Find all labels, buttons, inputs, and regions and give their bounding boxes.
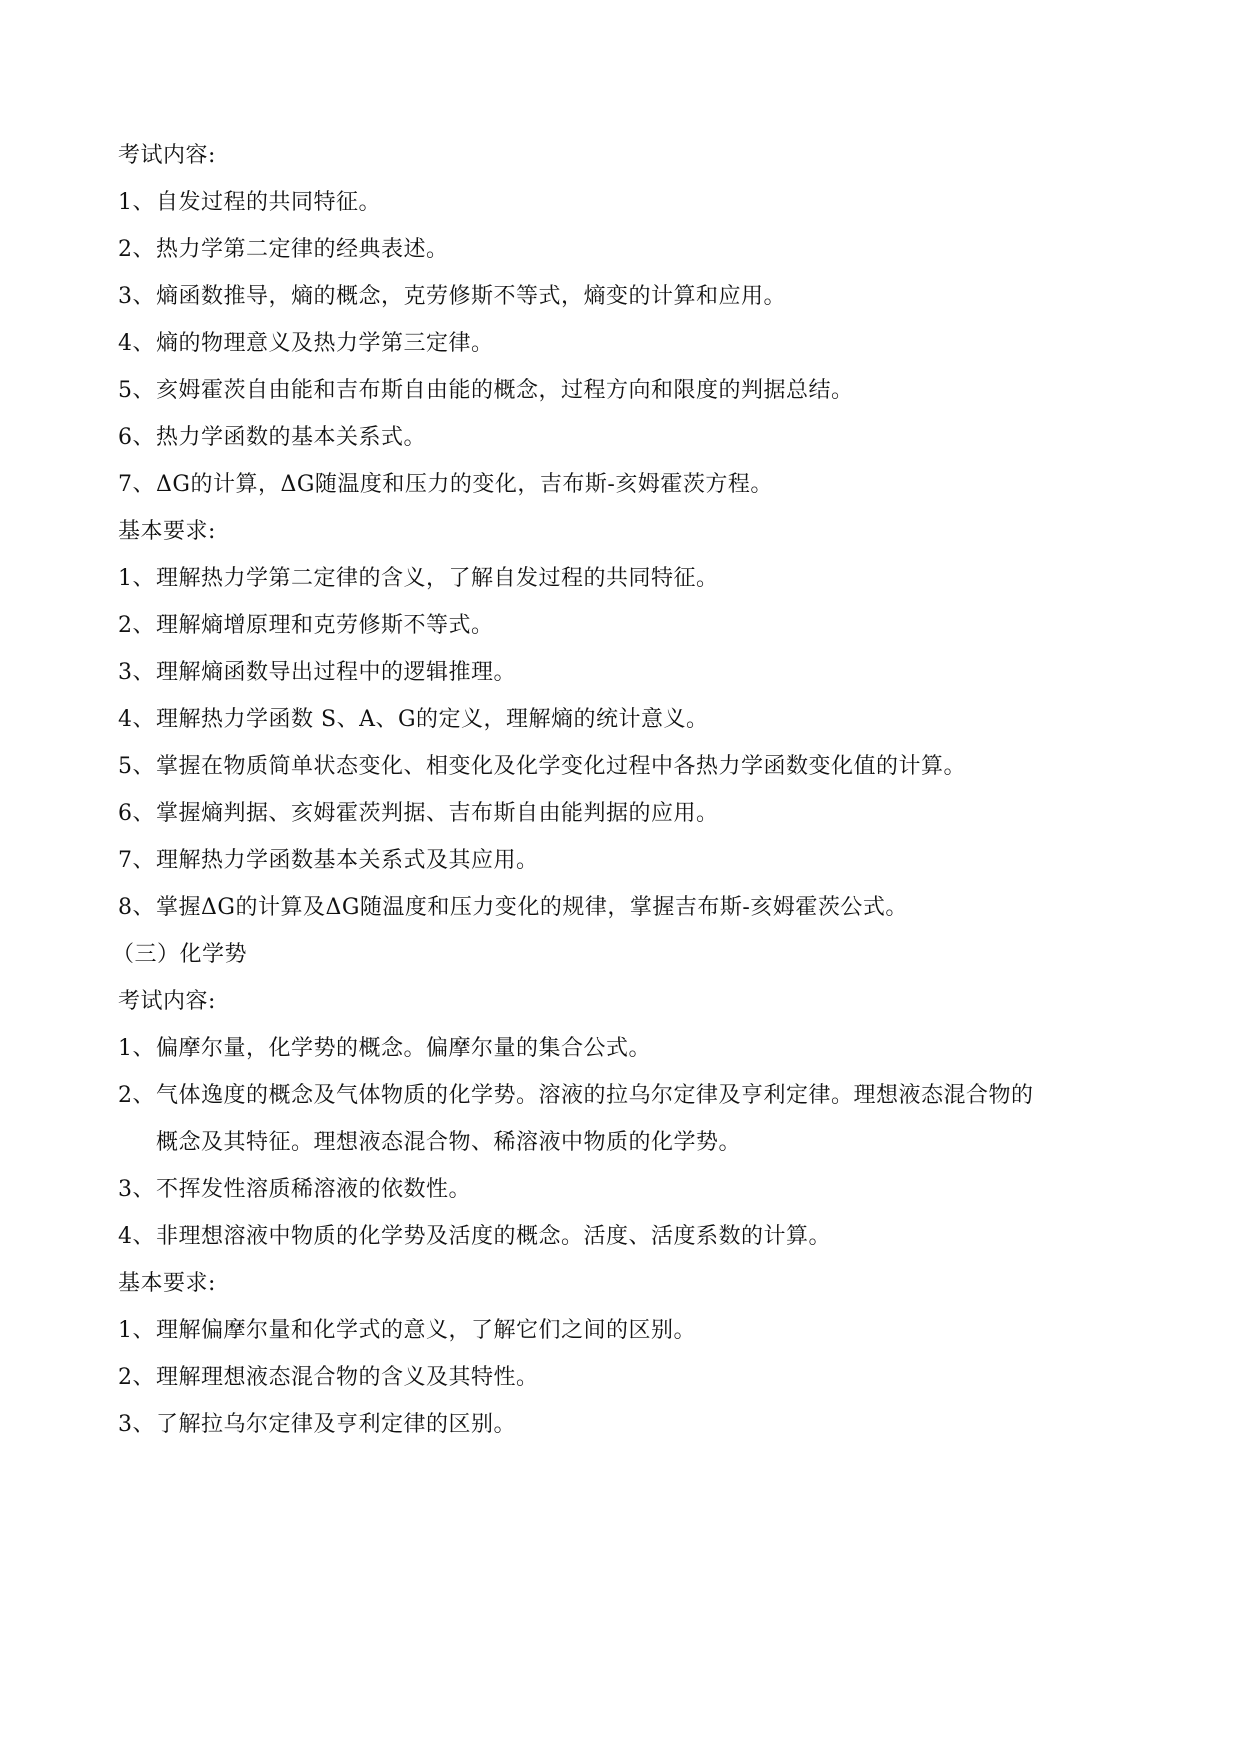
item-number: 5、 — [118, 754, 155, 779]
list-item — [118, 190, 1138, 216]
item-text: 掌握ΔG的计算及ΔG随温度和压力变化的规律，掌握吉布斯-亥姆霍茨公式。 — [156, 895, 908, 920]
item-text: 气体逸度的概念及气体物质的化学势。溶液的拉乌尔定律及亨利定律。理想液态混合物的 — [156, 1083, 1034, 1108]
list-item — [118, 1083, 1138, 1156]
list-item — [118, 425, 1138, 451]
item-text: 熵函数推导，熵的概念，克劳修斯不等式，熵变的计算和应用。 — [156, 284, 787, 309]
item-number: 2、 — [118, 1365, 155, 1390]
item-number: 3、 — [118, 660, 155, 685]
list-item — [118, 613, 1138, 639]
list-item — [118, 707, 1138, 733]
item-number: 5、 — [118, 378, 155, 403]
item-text: 热力学第二定律的经典表述。 — [156, 237, 449, 262]
item-number: 2、 — [118, 1083, 155, 1108]
item-number: 1、 — [118, 566, 155, 591]
list-item — [118, 1365, 1138, 1391]
list-item — [118, 237, 1138, 263]
item-number: 1、 — [118, 1318, 155, 1343]
item-number: 2、 — [118, 613, 155, 638]
list-item — [118, 1177, 1138, 1203]
item-text: 偏摩尔量，化学势的概念。偏摩尔量的集合公式。 — [156, 1036, 652, 1061]
item-text: 掌握熵判据、亥姆霍茨判据、吉布斯自由能判据的应用。 — [156, 801, 719, 826]
list-item — [118, 331, 1138, 357]
heading-basic-requirements: 基本要求: — [118, 1271, 216, 1296]
list-item — [118, 848, 1138, 874]
list-item — [118, 1036, 1138, 1062]
item-number: 7、 — [118, 472, 155, 497]
heading-basic-requirements: 基本要求: — [118, 519, 216, 544]
item-number: 3、 — [118, 284, 155, 309]
item-text: 理解热力学函数基本关系式及其应用。 — [156, 848, 539, 873]
item-text: 理解热力学第二定律的含义，了解自发过程的共同特征。 — [156, 566, 719, 591]
list-item — [118, 378, 1138, 404]
list-item — [118, 895, 1138, 921]
list-item — [118, 472, 1138, 498]
list-item — [118, 566, 1138, 592]
item-number: 4、 — [118, 331, 155, 356]
list-item — [118, 1318, 1138, 1344]
item-text: 理解熵函数导出过程中的逻辑推理。 — [156, 660, 517, 685]
item-text: 不挥发性溶质稀溶液的依数性。 — [156, 1177, 472, 1202]
item-number: 1、 — [118, 1036, 155, 1061]
item-number: 8、 — [118, 895, 155, 920]
item-text-continuation: 概念及其特征。理想液态混合物、稀溶液中物质的化学势。 — [156, 1130, 742, 1155]
item-number: 7、 — [118, 848, 155, 873]
list-item — [118, 801, 1138, 827]
item-number: 3、 — [118, 1177, 155, 1202]
item-number: 2、 — [118, 237, 155, 262]
list-item — [118, 660, 1138, 686]
item-text: 自发过程的共同特征。 — [156, 190, 382, 215]
item-number: 4、 — [118, 1224, 155, 1249]
item-text: 理解熵增原理和克劳修斯不等式。 — [156, 613, 494, 638]
list-item — [118, 284, 1138, 310]
item-text: 理解理想液态混合物的含义及其特性。 — [156, 1365, 539, 1390]
document-content — [112, 143, 1138, 1438]
section-title: （三）化学势 — [112, 942, 248, 967]
item-text: ΔG的计算，ΔG随温度和压力的变化，吉布斯-亥姆霍茨方程。 — [156, 472, 773, 497]
item-text: 熵的物理意义及热力学第三定律。 — [156, 331, 494, 356]
item-text: 理解热力学函数 S、A、G的定义，理解熵的统计意义。 — [156, 707, 709, 732]
heading-exam-content: 考试内容: — [118, 989, 216, 1014]
item-number: 6、 — [118, 801, 155, 826]
item-text-wrap — [156, 1083, 1138, 1156]
item-text: 非理想溶液中物质的化学势及活度的概念。活度、活度系数的计算。 — [156, 1224, 832, 1249]
heading-exam-content: 考试内容: — [118, 143, 216, 168]
item-text: 了解拉乌尔定律及亨利定律的区别。 — [156, 1412, 517, 1437]
item-text: 热力学函数的基本关系式。 — [156, 425, 427, 450]
item-number: 6、 — [118, 425, 155, 450]
list-item — [118, 754, 1138, 780]
item-text: 理解偏摩尔量和化学式的意义，了解它们之间的区别。 — [156, 1318, 697, 1343]
item-number: 1、 — [118, 190, 155, 215]
list-item — [118, 1412, 1138, 1438]
item-number: 3、 — [118, 1412, 155, 1437]
item-number: 4、 — [118, 707, 155, 732]
item-text: 掌握在物质简单状态变化、相变化及化学变化过程中各热力学函数变化值的计算。 — [156, 754, 967, 779]
list-item — [118, 1224, 1138, 1250]
item-text: 亥姆霍茨自由能和吉布斯自由能的概念，过程方向和限度的判据总结。 — [156, 378, 854, 403]
